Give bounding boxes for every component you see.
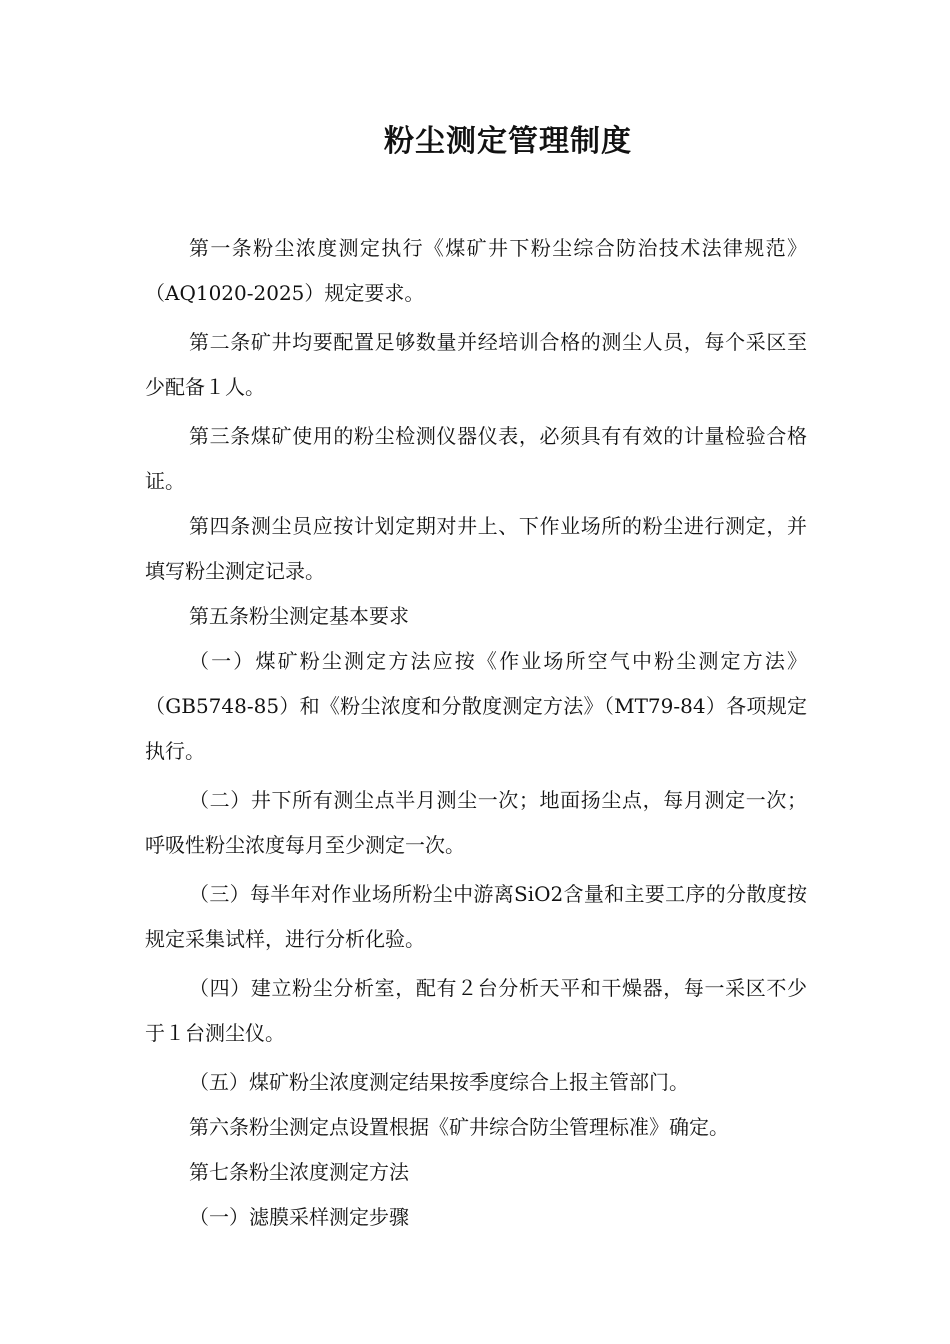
paragraph-article-5: 第五条粉尘测定基本要求 xyxy=(189,604,409,628)
paragraph-article-7: 第七条粉尘浓度测定方法 xyxy=(189,1160,409,1184)
paragraph-article-2: 第二条矿井均要配置足够数量并经培训合格的测尘人员，每个采区至少配备１人。 xyxy=(145,330,807,399)
paragraph-article-5-item-2: （二）井下所有测尘点半月测尘一次；地面扬尘点，每月测定一次；呼吸性粉尘浓度每月至少测定一次。 xyxy=(145,788,807,857)
paragraph-article-7-item-1: （一）滤膜采样测定步骤 xyxy=(189,1205,409,1229)
paragraph-article-5-item-1: （一）煤矿粉尘测定方法应按《作业场所空气中粉尘测定方法》（GB5748-85）和《粉尘浓度和分散度测定方法》（MT79-84）各项规定执行。 xyxy=(145,649,807,763)
document-body xyxy=(145,226,807,1240)
paragraph-article-1: 第一条粉尘浓度测定执行《煤矿井下粉尘综合防治技术法律规范》（AQ1020-2025）规定要求。 xyxy=(145,236,807,305)
document-title: 粉尘测定管理制度 xyxy=(384,124,632,159)
paragraph-article-5-item-3: （三）每半年对作业场所粉尘中游离SiO2含量和主要工序的分散度按规定采集试样，进行分析化验。 xyxy=(145,882,807,951)
paragraph-article-5-item-5: （五）煤矿粉尘浓度测定结果按季度综合上报主管部门。 xyxy=(189,1070,689,1094)
paragraph-article-4: 第四条测尘员应按计划定期对井上、下作业场所的粉尘进行测定，并填写粉尘测定记录。 xyxy=(145,514,807,583)
paragraph-article-6: 第六条粉尘测定点设置根据《矿井综合防尘管理标准》确定。 xyxy=(189,1115,729,1139)
paragraph-article-5-item-4: （四）建立粉尘分析室，配有２台分析天平和干燥器，每一采区不少于１台测尘仪。 xyxy=(145,976,807,1045)
paragraph-article-3: 第三条煤矿使用的粉尘检测仪器仪表，必须具有有效的计量检验合格证。 xyxy=(145,424,807,493)
